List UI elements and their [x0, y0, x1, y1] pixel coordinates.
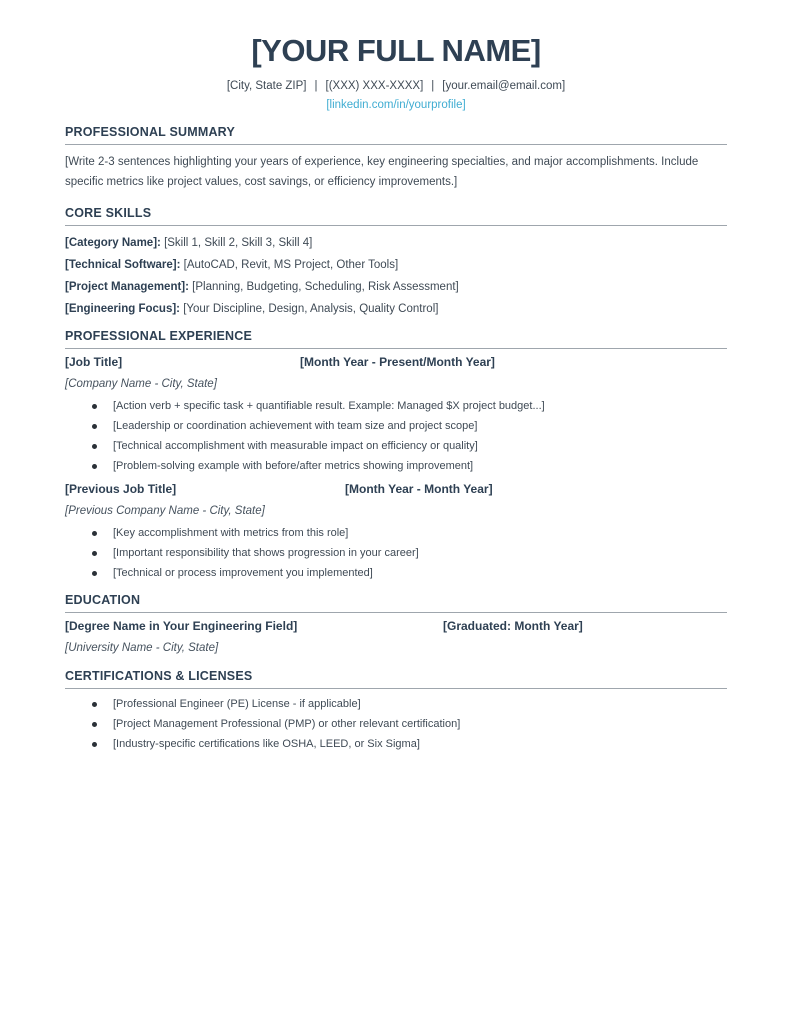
skill-row [65, 281, 727, 293]
list-item [65, 440, 727, 453]
skill-software-label: [Technical Software]: [65, 259, 181, 271]
section-professional-summary [65, 125, 727, 192]
bullet-icon [92, 464, 97, 469]
bullet-icon [92, 404, 97, 409]
bullet-text: [Professional Engineer (PE) License - if applicable] [113, 698, 361, 710]
job-bullet-list [65, 527, 727, 580]
job-entry-previous [65, 482, 727, 580]
bullet-text: [Technical or process improvement you implemented] [113, 566, 373, 579]
skill-row [65, 237, 727, 249]
education-heading: EDUCATION [65, 593, 727, 613]
job-dates: [Month Year - Present/Month Year] [300, 355, 495, 369]
previous-job-title: [Previous Job Title] [65, 481, 177, 496]
bullet-text: [Important responsibility that shows progression in your career] [113, 546, 419, 559]
bullet-text: [Leadership or coordination achievement with team size and project scope] [113, 420, 478, 432]
contact-separator: | [431, 80, 435, 92]
list-item [65, 547, 727, 560]
skill-row [65, 259, 727, 271]
list-item [65, 738, 727, 751]
previous-job-dates: [Month Year - Month Year] [345, 481, 493, 496]
contact-line [65, 80, 727, 92]
contact-location: [City, State ZIP] [226, 80, 307, 92]
bullet-icon [92, 702, 97, 707]
list-item [65, 400, 727, 413]
graduation-date: [Graduated: Month Year] [443, 619, 583, 633]
bullet-icon [92, 531, 97, 536]
job-bullet-list [65, 400, 727, 473]
list-item [65, 460, 727, 473]
job-company: [Company Name - City, State] [65, 378, 217, 390]
skill-row [65, 303, 727, 315]
bullet-icon [92, 551, 97, 556]
bullet-text: [Project Management Professional (PMP) or other relevant certification] [113, 718, 461, 730]
skill-category-label: [Category Name]: [65, 237, 161, 249]
contact-email: [your.email@email.com] [442, 80, 566, 92]
skill-pm-label: [Project Management]: [65, 281, 189, 293]
bullet-text: [Industry-specific certifications like OSHA, LEED, or Six Sigma] [113, 738, 420, 750]
section-core-skills [65, 206, 727, 315]
summary-heading: PROFESSIONAL SUMMARY [65, 125, 727, 145]
job-title: [Job Title] [65, 355, 123, 369]
skill-category-value: [Skill 1, Skill 2, Skill 3, Skill 4] [164, 237, 313, 249]
job-header [65, 355, 727, 370]
contact-phone: [(XXX) XXX-XXXX] [325, 80, 424, 92]
bullet-icon [92, 742, 97, 747]
bullet-text: [Technical accomplishment with measurable impact on efficiency or quality] [113, 440, 478, 452]
skill-focus-label: [Engineering Focus]: [65, 303, 180, 315]
bullet-icon [92, 444, 97, 449]
skill-software-value: [AutoCAD, Revit, MS Project, Other Tools] [183, 259, 399, 271]
job-header [65, 482, 727, 497]
bullet-text: [Key accomplishment with metrics from this role] [113, 526, 349, 539]
university-name: [University Name - City, State] [65, 642, 219, 654]
summary-body-text: [Write 2-3 sentences highlighting your years of experience, key engineering specialties, and major accomplishments. Include specific metrics like project values, cost savings, or efficiency improvements.] [65, 156, 699, 188]
section-certifications [65, 669, 727, 751]
skills-list [65, 237, 727, 315]
section-professional-experience [65, 329, 727, 579]
list-item [65, 527, 727, 540]
education-entry [65, 619, 727, 655]
degree-name: [Degree Name in Your Engineering Field] [65, 619, 298, 633]
list-item [65, 718, 727, 731]
section-education [65, 593, 727, 655]
bullet-icon [92, 722, 97, 727]
education-header [65, 619, 727, 634]
experience-heading: PROFESSIONAL EXPERIENCE [65, 329, 727, 349]
linkedin-link[interactable]: [linkedin.com/in/yourprofile] [326, 99, 466, 111]
bullet-text: [Action verb + specific task + quantifiable result. Example: Managed $X project budget...] [113, 400, 545, 412]
core-skills-heading: CORE SKILLS [65, 206, 727, 226]
certifications-heading: CERTIFICATIONS & LICENSES [65, 669, 727, 689]
bullet-icon [92, 424, 97, 429]
skill-focus-value: [Your Discipline, Design, Analysis, Quality Control] [183, 303, 439, 315]
bullet-icon [92, 571, 97, 576]
job-entry-current [65, 355, 727, 473]
bullet-text: [Problem-solving example with before/after metrics showing improvement] [113, 460, 474, 472]
previous-job-company: [Previous Company Name - City, State] [65, 504, 265, 517]
list-item [65, 698, 727, 711]
certifications-bullet-list [65, 698, 727, 751]
skill-pm-value: [Planning, Budgeting, Scheduling, Risk Assessment] [192, 281, 459, 293]
full-name-title: [YOUR FULL NAME] [251, 33, 541, 68]
list-item [65, 567, 727, 580]
list-item [65, 420, 727, 433]
contact-separator: | [314, 80, 318, 92]
